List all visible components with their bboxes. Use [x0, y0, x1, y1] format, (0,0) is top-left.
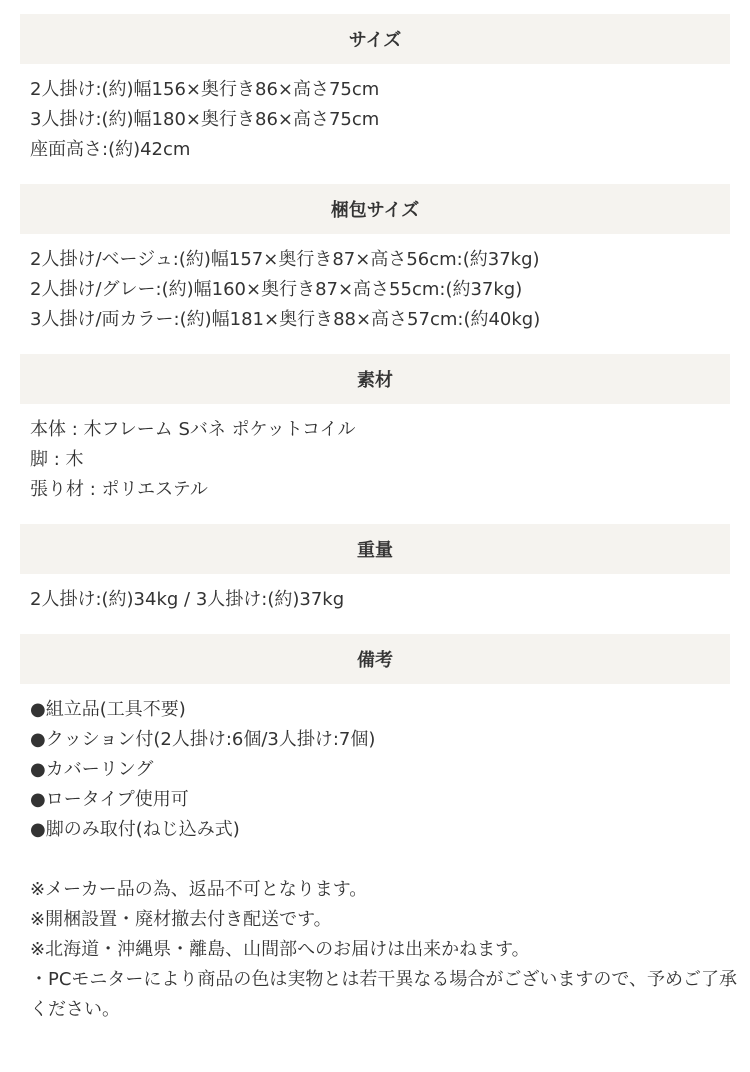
size-section-header	[20, 14, 730, 64]
size-line: 3人掛け:(約)幅180×奥行き86×高さ75cm	[30, 109, 380, 130]
package-size-line: 2人掛け/ベージュ:(約)幅157×奥行き87×高さ56cm:(約37kg)	[30, 249, 540, 270]
material-line: 本体 : 木フレーム Sバネ ポケットコイル	[30, 419, 356, 440]
material-section-body	[30, 415, 740, 505]
remarks-section-body	[30, 695, 740, 1025]
remarks-note: ※開梱設置・廃材撤去付き配送です。	[30, 909, 332, 930]
package-size-line: 3人掛け/両カラー:(約)幅181×奥行き88×高さ57cm:(約40kg)	[30, 309, 541, 330]
remarks-section-title: 備考	[357, 650, 393, 671]
remarks-note: ※北海道・沖縄県・離島、山間部へのお届けは出来かねます。	[30, 939, 530, 960]
material-line: 脚 : 木	[30, 449, 84, 470]
remarks-section-header	[20, 634, 730, 684]
package-size-line: 2人掛け/グレー:(約)幅160×奥行き87×高さ55cm:(約37kg)	[30, 279, 523, 300]
remarks-line: ●脚のみ取付(ねじ込み式)	[30, 819, 240, 840]
size-line: 2人掛け:(約)幅156×奥行き86×高さ75cm	[30, 79, 380, 100]
package-size-section-body	[30, 245, 740, 335]
weight-section-title: 重量	[357, 540, 393, 561]
remarks-line: ●クッション付(2人掛け:6個/3人掛け:7個)	[30, 729, 376, 750]
remarks-line: ●ロータイプ使用可	[30, 789, 189, 810]
package-size-section-header	[20, 184, 730, 234]
material-line: 張り材 : ポリエステル	[30, 479, 208, 500]
remarks-note: ※メーカー品の為、返品不可となります。	[30, 879, 368, 900]
size-section-title: サイズ	[348, 30, 402, 51]
weight-section-header	[20, 524, 730, 574]
remarks-note: ・PCモニターにより商品の色は実物とは若干異なる場合がございますので、予めご了承ください。	[30, 969, 738, 1020]
package-size-section-title: 梱包サイズ	[330, 200, 420, 221]
remarks-line: ●カバーリング	[30, 759, 154, 780]
weight-line: 2人掛け:(約)34kg / 3人掛け:(約)37kg	[30, 589, 345, 610]
size-line: 座面高さ:(約)42cm	[30, 139, 191, 160]
material-section-header	[20, 354, 730, 404]
material-section-title: 素材	[357, 370, 393, 391]
weight-section-body	[30, 585, 740, 615]
remarks-line: ●組立品(工具不要)	[30, 699, 186, 720]
remarks-spacer	[30, 845, 740, 875]
size-section-body	[30, 75, 740, 165]
